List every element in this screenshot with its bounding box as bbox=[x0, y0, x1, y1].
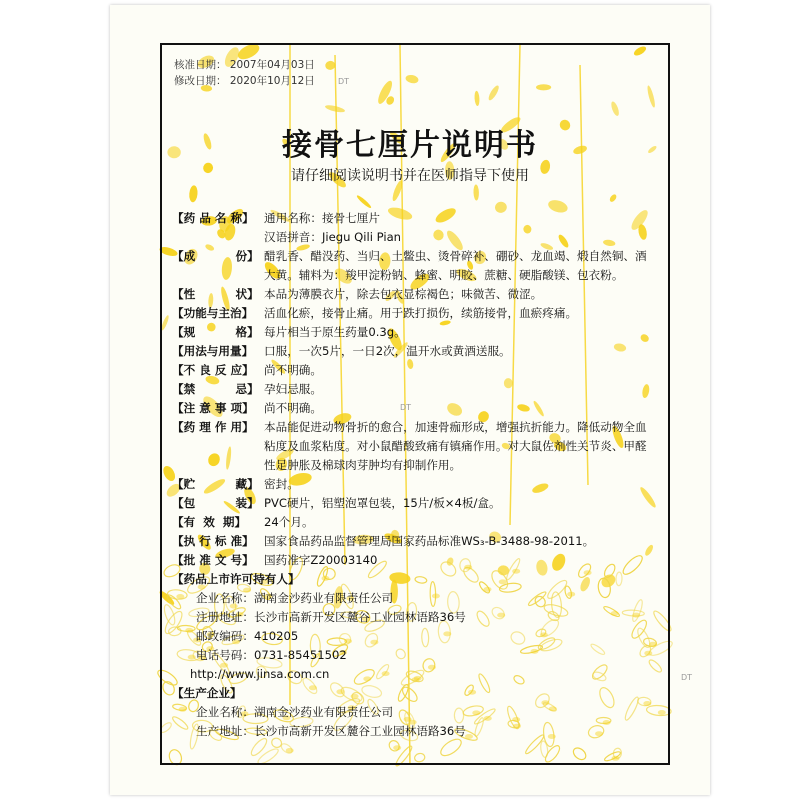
info-key: 企业名称： bbox=[196, 591, 254, 605]
row-value-line: 每片相当于原生药量0.3g。 bbox=[264, 325, 406, 339]
instruction-row bbox=[172, 361, 652, 380]
row-value bbox=[264, 361, 652, 380]
info-key: 注册地址： bbox=[196, 610, 254, 624]
row-value-line: 尚不明确。 bbox=[264, 363, 322, 377]
row-label: 【批 准 文 号】 bbox=[172, 553, 254, 567]
row-value bbox=[264, 513, 652, 532]
info-line bbox=[172, 589, 652, 608]
row-label: 【用法与用量】 bbox=[172, 344, 254, 358]
row-label: 【成 份】 bbox=[172, 249, 259, 263]
instruction-row bbox=[172, 247, 652, 285]
holder-info bbox=[172, 589, 652, 665]
revision-date-line bbox=[174, 73, 315, 88]
row-value bbox=[264, 209, 652, 247]
row-value-line: 口服，一次5片，一日2次，温开水或黄酒送服。 bbox=[264, 344, 511, 358]
info-key: 生产地址： bbox=[196, 724, 254, 738]
row-value-line: 本品为薄膜衣片，除去包衣显棕褐色；味微苦、微涩。 bbox=[264, 287, 543, 301]
row-label: 【药 理 作 用】 bbox=[172, 420, 254, 434]
row-value-line: 醋乳香、醋没药、当归、土鳖虫、烫骨碎补、硼砂、龙血竭、煅自然铜、酒大黄。辅料为：羧甲淀粉钠、蜂蜜、明胶、蔗糖、硬脂酸镁、包衣粉。 bbox=[264, 249, 647, 282]
row-value bbox=[264, 247, 652, 285]
revision-date-value: 2020年10月12日 bbox=[229, 75, 315, 87]
instruction-row bbox=[172, 475, 652, 494]
watermark: DT bbox=[338, 77, 350, 86]
info-value: 410205 bbox=[254, 629, 299, 643]
watermark: DT bbox=[681, 673, 693, 682]
row-value-line: 密封。 bbox=[264, 477, 299, 491]
instruction-row bbox=[172, 380, 652, 399]
row-value bbox=[264, 475, 652, 494]
row-value-line: 本品能促进动物骨折的愈合，加速骨痂形成，增强抗折能力。降低动物全血粘度及血浆粘度。对小鼠醋酸致痛有镇痛作用。对大鼠佐剂性关节炎、甲醛性足肿胀及棉球肉芽肿均有抑制作用。 bbox=[264, 420, 647, 472]
approval-date-value: 2007年04月03日 bbox=[229, 59, 315, 71]
row-value bbox=[264, 418, 652, 475]
row-value-line: 通用名称：接骨七厘片 bbox=[264, 211, 380, 225]
row-value-line: 国家食品药品监督管理局国家药品标准WS₃-B-3488-98-2011。 bbox=[264, 534, 595, 548]
row-value-line: 孕妇忌服。 bbox=[264, 382, 322, 396]
page-subtitle: 请仔细阅读说明书并在医师指导下使用 bbox=[291, 168, 529, 184]
row-value bbox=[264, 551, 652, 570]
row-value bbox=[264, 342, 652, 361]
revision-date-label: 修改日期： bbox=[174, 75, 227, 87]
instruction-row bbox=[172, 418, 652, 475]
page-title: 接骨七厘片说明书 bbox=[282, 128, 538, 163]
instruction-content bbox=[172, 209, 652, 741]
info-value: 长沙市高新开发区麓谷工业园林语路36号 bbox=[254, 724, 466, 738]
holder-website: http://www.jinsa.com.cn bbox=[190, 667, 330, 681]
row-value-line: 尚不明确。 bbox=[264, 401, 322, 415]
row-value bbox=[264, 323, 652, 342]
instruction-row bbox=[172, 551, 652, 570]
instruction-row bbox=[172, 304, 652, 323]
row-label: 【贮 藏】 bbox=[172, 477, 259, 491]
row-label: 【不 良 反 应】 bbox=[172, 363, 254, 377]
instruction-row bbox=[172, 342, 652, 361]
row-value-line: PVC硬片，铝塑泡罩包装，15片/板×4板/盒。 bbox=[264, 496, 501, 510]
instruction-rows bbox=[172, 209, 652, 570]
row-label: 【禁 忌】 bbox=[172, 382, 259, 396]
instruction-row bbox=[172, 209, 652, 247]
info-line bbox=[172, 646, 652, 665]
row-value-line: 国药准字Z20003140 bbox=[264, 553, 378, 567]
row-label: 【性 状】 bbox=[172, 287, 259, 301]
instruction-row bbox=[172, 399, 652, 418]
info-value: 0731-85451502 bbox=[254, 648, 347, 662]
row-label: 【规 格】 bbox=[172, 325, 259, 339]
info-value: 长沙市高新开发区麓谷工业园林语路36号 bbox=[254, 610, 466, 624]
row-label: 【药 品 名 称】 bbox=[172, 211, 254, 225]
row-label: 【有 效 期】 bbox=[172, 515, 247, 529]
row-label: 【执 行 标 准】 bbox=[172, 534, 254, 548]
instruction-row bbox=[172, 285, 652, 304]
info-line bbox=[172, 722, 652, 741]
info-value: 湖南金沙药业有限责任公司 bbox=[254, 705, 394, 719]
row-value-line: 汉语拼音：Jiegu Qili Pian bbox=[264, 230, 402, 244]
info-value: 湖南金沙药业有限责任公司 bbox=[254, 591, 394, 605]
instruction-row bbox=[172, 323, 652, 342]
watermark: DT bbox=[400, 403, 412, 412]
instruction-row bbox=[172, 532, 652, 551]
row-label: 【注 意 事 项】 bbox=[172, 401, 254, 415]
row-value bbox=[264, 304, 652, 323]
row-value bbox=[264, 532, 652, 551]
instruction-row bbox=[172, 494, 652, 513]
info-key: 电话号码： bbox=[196, 648, 254, 662]
instruction-sheet bbox=[110, 5, 710, 795]
producer-heading: 【生产企业】 bbox=[172, 686, 242, 700]
row-value bbox=[264, 494, 652, 513]
holder-heading: 【药品上市许可持有人】 bbox=[172, 572, 300, 586]
info-key: 邮政编码： bbox=[196, 629, 254, 643]
info-line bbox=[172, 627, 652, 646]
row-value-line: 24个月。 bbox=[264, 515, 314, 529]
instruction-row bbox=[172, 513, 652, 532]
producer-info bbox=[172, 703, 652, 741]
info-line bbox=[172, 608, 652, 627]
info-line bbox=[172, 703, 652, 722]
row-label: 【功能与主治】 bbox=[172, 306, 254, 320]
info-key: 企业名称： bbox=[196, 705, 254, 719]
row-label: 【包 装】 bbox=[172, 496, 259, 510]
approval-date-label: 核准日期： bbox=[174, 59, 227, 71]
row-value bbox=[264, 380, 652, 399]
row-value bbox=[264, 399, 652, 418]
row-value bbox=[264, 285, 652, 304]
approval-date-line bbox=[174, 57, 315, 72]
row-value-line: 活血化瘀，接骨止痛。用于跌打损伤，续筋接骨，血瘀疼痛。 bbox=[264, 306, 578, 320]
